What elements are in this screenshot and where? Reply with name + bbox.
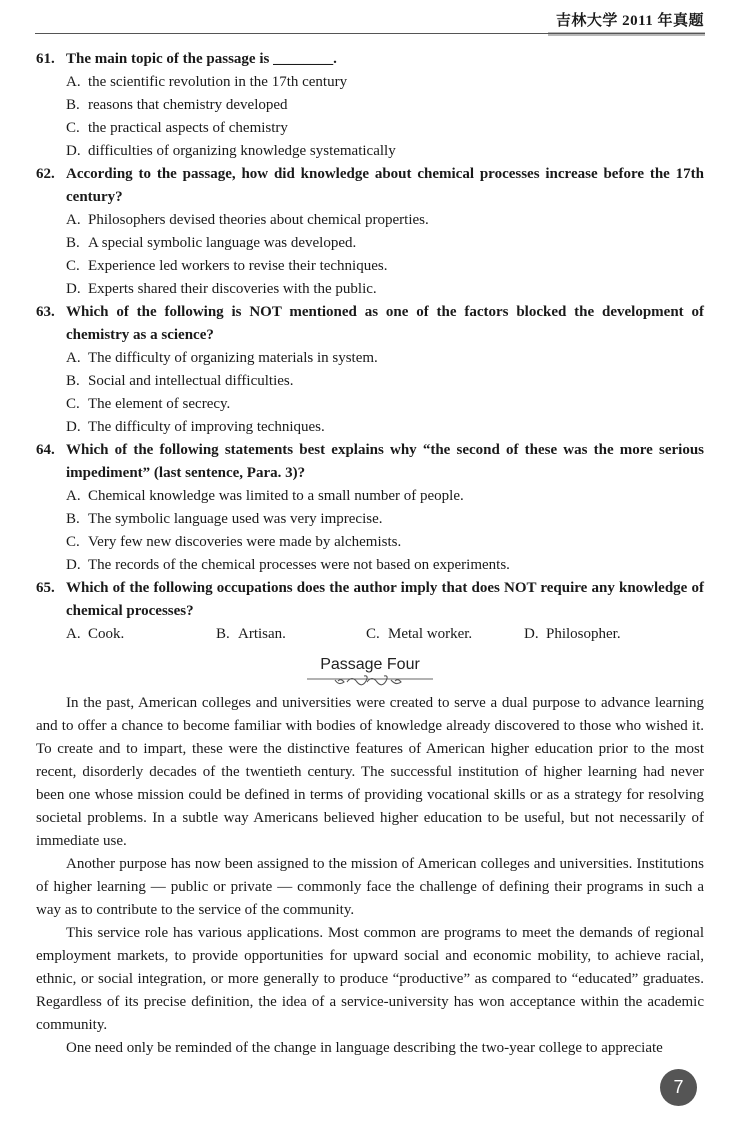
option-text: difficulties of organizing knowledge systematically [88,143,396,159]
option-c [366,623,524,646]
page-number-badge [660,1069,697,1106]
question-number: 62. [36,166,55,182]
header-rule [35,33,705,34]
page-content [36,48,704,1060]
question-64 [36,439,704,577]
question-number: 64. [36,442,55,458]
option-text: Very few new discoveries were made by alchemists. [88,534,402,550]
option-letter: D. [66,281,81,297]
question-62 [36,163,704,301]
option-a [36,209,704,232]
option-letter: A. [66,626,81,642]
option-b [36,508,704,531]
question-stem [36,163,704,209]
option-letter: A. [66,74,81,90]
option-text: The element of secrecy. [88,396,231,412]
question-text: Which of the following occupations does the author imply that does NOT require any knowledge of chemical processes? [66,580,704,619]
passage-paragraph: This service role has various applications. Most common are programs to meet the demands of regional employment markets, to provide opportunities for upward social and economic mobility, to achieve racial, ethnic, or social integration, or more generally to produce “productive” as compared to “educated” graduates. Regardless of its precise definition, the idea of a service-university has won acceptance within the academic community. [36,925,704,1033]
page-number: 7 [673,1077,684,1097]
question-stem [36,301,704,347]
option-text: Social and intellectual difficulties. [88,373,294,389]
option-c [36,255,704,278]
question-stem [36,439,704,485]
passage-title: Passage Four [320,656,420,673]
option-a [36,485,704,508]
option-letter: B. [66,235,80,251]
option-text: Experts shared their discoveries with the public. [88,281,377,297]
question-text: The main topic of the passage is ________. [66,51,337,67]
question-61 [36,48,704,163]
option-letter: D. [66,557,81,573]
option-text: Metal worker. [388,626,473,642]
option-text: The difficulty of organizing materials in system. [88,350,378,366]
option-text: Cook. [88,626,125,642]
option-letter: D. [66,143,81,159]
option-c [36,117,704,140]
option-text: the scientific revolution in the 17th century [88,74,348,90]
page-header-title: 吉林大学 2011 年真题 [555,13,704,29]
option-text: The symbolic language used was very imprecise. [88,511,383,527]
option-c [36,393,704,416]
passage-paragraph: In the past, American colleges and universities were created to serve a dual purpose to advance learning and to offer a chance to become familiar with bodies of knowledge already discovered to those who wished it. To create and to impart, these were the distinctive features of American higher education prior to the most recent, disorderly decades of the twentieth century. The successful institution of higher learning had never been one whose mission could be defined in terms of providing vocational skills or as a strategy for resolving societal problems. In a subtle way Americans believed higher education to be useful, but not necessarily of immediate use. [36,695,704,849]
question-number: 63. [36,304,55,320]
option-d [36,554,704,577]
passage-paragraph: Another purpose has now been assigned to the mission of American colleges and universities. Institutions of higher learning — public or private — commonly face the challenge of defining their programs in such a way as to contribute to the service of the community. [36,856,704,918]
question-stem [36,577,704,623]
option-text: Chemical knowledge was limited to a small number of people. [88,488,464,504]
option-text: reasons that chemistry developed [88,97,288,113]
question-text: Which of the following is NOT mentioned as one of the factors blocked the development of chemistry as a science? [66,304,704,343]
question-text: According to the passage, how did knowledge about chemical processes increase before the 17th century? [66,166,704,205]
option-letter: C. [66,258,80,274]
option-letter: D. [66,419,81,435]
flourish-divider-icon [305,674,435,688]
option-b [36,94,704,117]
question-number: 65. [36,580,55,596]
question-65 [36,577,704,646]
option-d [36,140,704,163]
question-stem [36,48,704,71]
option-d [524,623,674,646]
option-letter: C. [66,534,80,550]
option-letter: C. [66,396,80,412]
option-letter: A. [66,212,81,228]
passage-paragraph: One need only be reminded of the change in language describing the two-year college to appreciate [66,1040,663,1056]
option-a [36,347,704,370]
option-text: Experience led workers to revise their techniques. [88,258,388,274]
option-letter: C. [366,626,380,642]
option-c [36,531,704,554]
option-letter: B. [66,511,80,527]
option-a [36,71,704,94]
option-letter: B. [66,373,80,389]
question-text: Which of the following statements best explains why “the second of these was the more serious impediment” (last sentence, Para. 3)? [66,442,704,481]
option-d [36,416,704,439]
option-letter: B. [66,97,80,113]
option-text: Philosophers devised theories about chemical properties. [88,212,429,228]
option-text: The records of the chemical processes were not based on experiments. [88,557,510,573]
option-text: Philosopher. [546,626,621,642]
option-d [36,278,704,301]
option-a [66,623,216,646]
option-letter: A. [66,488,81,504]
option-b [36,232,704,255]
option-text: A special symbolic language was developed. [88,235,357,251]
option-text: The difficulty of improving techniques. [88,419,325,435]
passage-body [36,692,704,1060]
option-text: Artisan. [238,626,286,642]
question-number: 61. [36,51,55,67]
option-b [36,370,704,393]
question-63 [36,301,704,439]
options-row [36,623,704,646]
option-letter: B. [216,626,230,642]
option-letter: D. [524,626,539,642]
option-letter: C. [66,120,80,136]
option-b [216,623,366,646]
passage-heading [36,656,704,692]
option-text: the practical aspects of chemistry [88,120,288,136]
option-letter: A. [66,350,81,366]
